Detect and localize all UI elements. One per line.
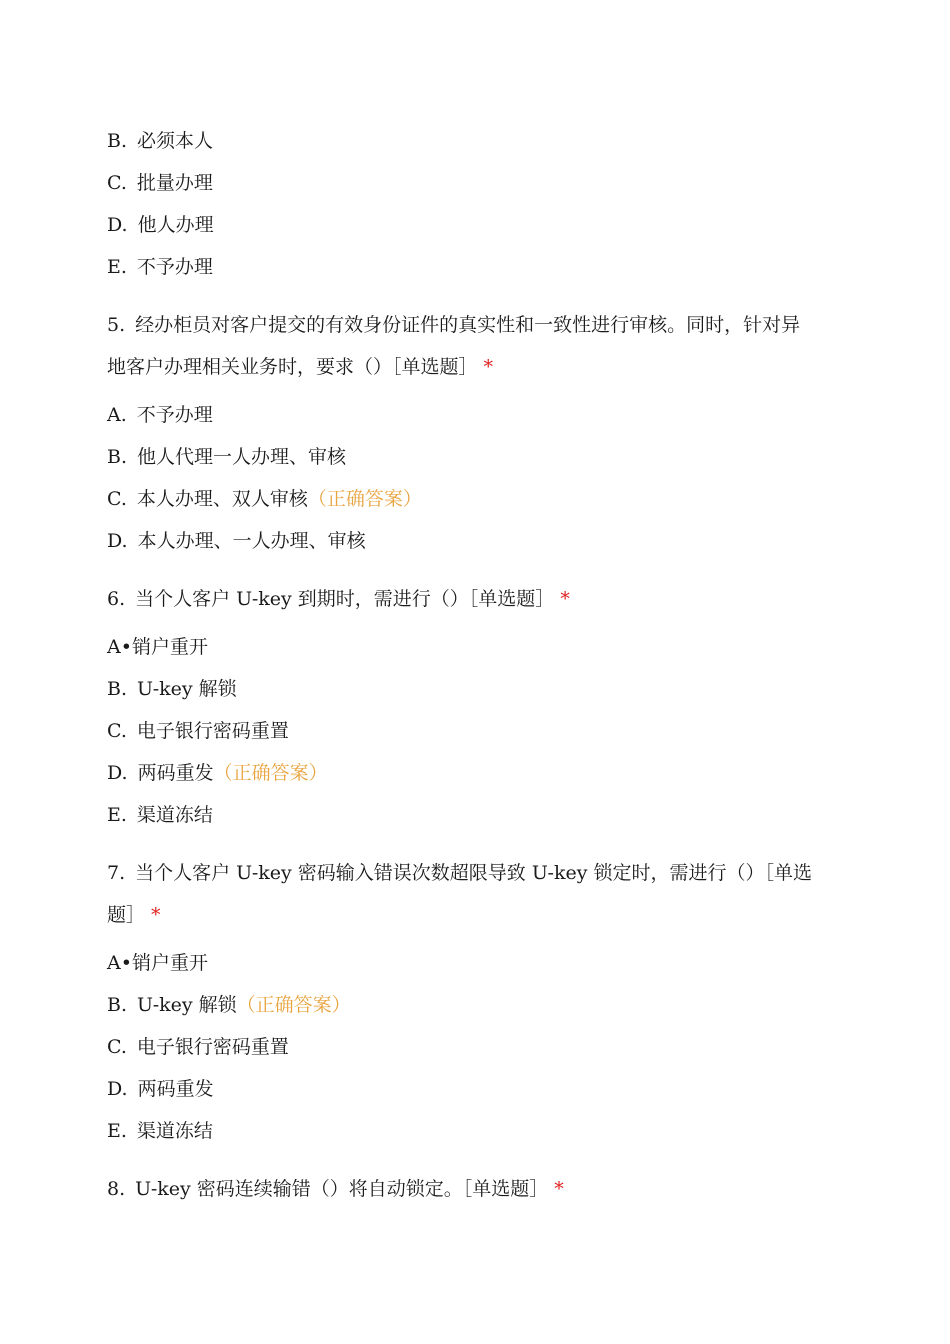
option-q6-e[interactable] — [107, 802, 213, 828]
correct-answer-tag: （正确答案） — [213, 762, 328, 784]
option-label: E. — [107, 256, 127, 278]
option-q6-d[interactable] — [107, 760, 328, 786]
required-marker: * — [151, 904, 161, 926]
question-text: U-key 密码连续输错（）将自动锁定。［单选题］ — [135, 1178, 549, 1200]
option-text: 电子银行密码重置 — [136, 1036, 289, 1058]
option-label: C. — [107, 488, 127, 510]
required-marker: * — [554, 1178, 564, 1200]
option-label: B. — [107, 446, 128, 468]
question-5-title-line2 — [107, 354, 493, 380]
required-marker: * — [560, 588, 570, 610]
option-q6-a[interactable] — [107, 634, 208, 660]
correct-answer-tag: （正确答案） — [236, 994, 351, 1016]
question-6-title — [107, 586, 570, 612]
option-q7-b[interactable] — [107, 992, 351, 1018]
option-text: 销户重开 — [131, 636, 208, 658]
option-q4-e — [107, 254, 213, 280]
question-text: 地客户办理相关业务时，要求（）［单选题］ — [107, 356, 478, 378]
option-label: B. — [107, 994, 128, 1016]
option-text: 不予办理 — [136, 256, 213, 278]
option-q6-c[interactable] — [107, 718, 289, 744]
option-text: 不予办理 — [136, 404, 213, 426]
option-label: D. — [107, 214, 128, 236]
question-text: 经办柜员对客户提交的有效身份证件的真实性和一致性进行审核。同时，针对异 — [135, 314, 801, 336]
option-q7-c[interactable] — [107, 1034, 289, 1060]
option-label: E. — [107, 804, 127, 826]
option-text: 他人代理一人办理、审核 — [137, 446, 347, 468]
question-7-title-line1 — [107, 860, 812, 886]
option-q4-c — [107, 170, 213, 196]
question-number: 7. — [107, 862, 126, 884]
option-text: 两码重发 — [137, 1078, 214, 1100]
option-q7-d[interactable] — [107, 1076, 214, 1102]
option-q5-b[interactable] — [107, 444, 346, 470]
question-text: 当个人客户 U-key 密码输入错误次数超限导致 U-key 锁定时，需进行（）［单选 — [135, 862, 812, 884]
option-text: 本人办理、一人办理、审核 — [137, 530, 366, 552]
option-q5-d[interactable] — [107, 528, 366, 554]
option-q4-d — [107, 212, 214, 238]
option-label: D. — [107, 530, 128, 552]
option-label: A. — [107, 404, 127, 426]
question-7-title-line2 — [107, 902, 161, 928]
option-text: 电子银行密码重置 — [136, 720, 289, 742]
option-text: U-key 解锁 — [137, 678, 237, 700]
option-q6-b[interactable] — [107, 676, 237, 702]
question-number: 8. — [107, 1178, 126, 1200]
option-label: C. — [107, 172, 127, 194]
option-q5-a[interactable] — [107, 402, 213, 428]
option-text: U-key 解锁 — [137, 994, 237, 1016]
option-text: 渠道冻结 — [136, 1120, 213, 1142]
option-q5-c[interactable] — [107, 486, 422, 512]
option-label: D. — [107, 762, 128, 784]
option-text: 本人办理、双人审核 — [136, 488, 308, 510]
option-q7-e[interactable] — [107, 1118, 213, 1144]
option-q7-a[interactable] — [107, 950, 208, 976]
option-label: B. — [107, 678, 128, 700]
question-text: 当个人客户 U-key 到期时，需进行（）［单选题］ — [135, 588, 555, 610]
option-text: 销户重开 — [131, 952, 208, 974]
question-8-title — [107, 1176, 564, 1202]
option-text: 渠道冻结 — [136, 804, 213, 826]
correct-answer-tag: （正确答案） — [307, 488, 422, 510]
option-label: C. — [107, 1036, 127, 1058]
option-label: A• — [107, 636, 132, 658]
option-label: E. — [107, 1120, 127, 1142]
option-text: 批量办理 — [136, 172, 213, 194]
question-text: 题］ — [107, 904, 146, 926]
option-text: 他人办理 — [137, 214, 214, 236]
option-label: C. — [107, 720, 127, 742]
question-5-title-line1 — [107, 312, 800, 338]
option-q4-b — [107, 128, 213, 154]
option-label: B. — [107, 130, 128, 152]
question-number: 5. — [107, 314, 126, 336]
option-text: 两码重发 — [137, 762, 214, 784]
question-number: 6. — [107, 588, 126, 610]
required-marker: * — [483, 356, 494, 378]
option-text: 必须本人 — [137, 130, 214, 152]
option-label: A• — [107, 952, 132, 974]
option-label: D. — [107, 1078, 128, 1100]
